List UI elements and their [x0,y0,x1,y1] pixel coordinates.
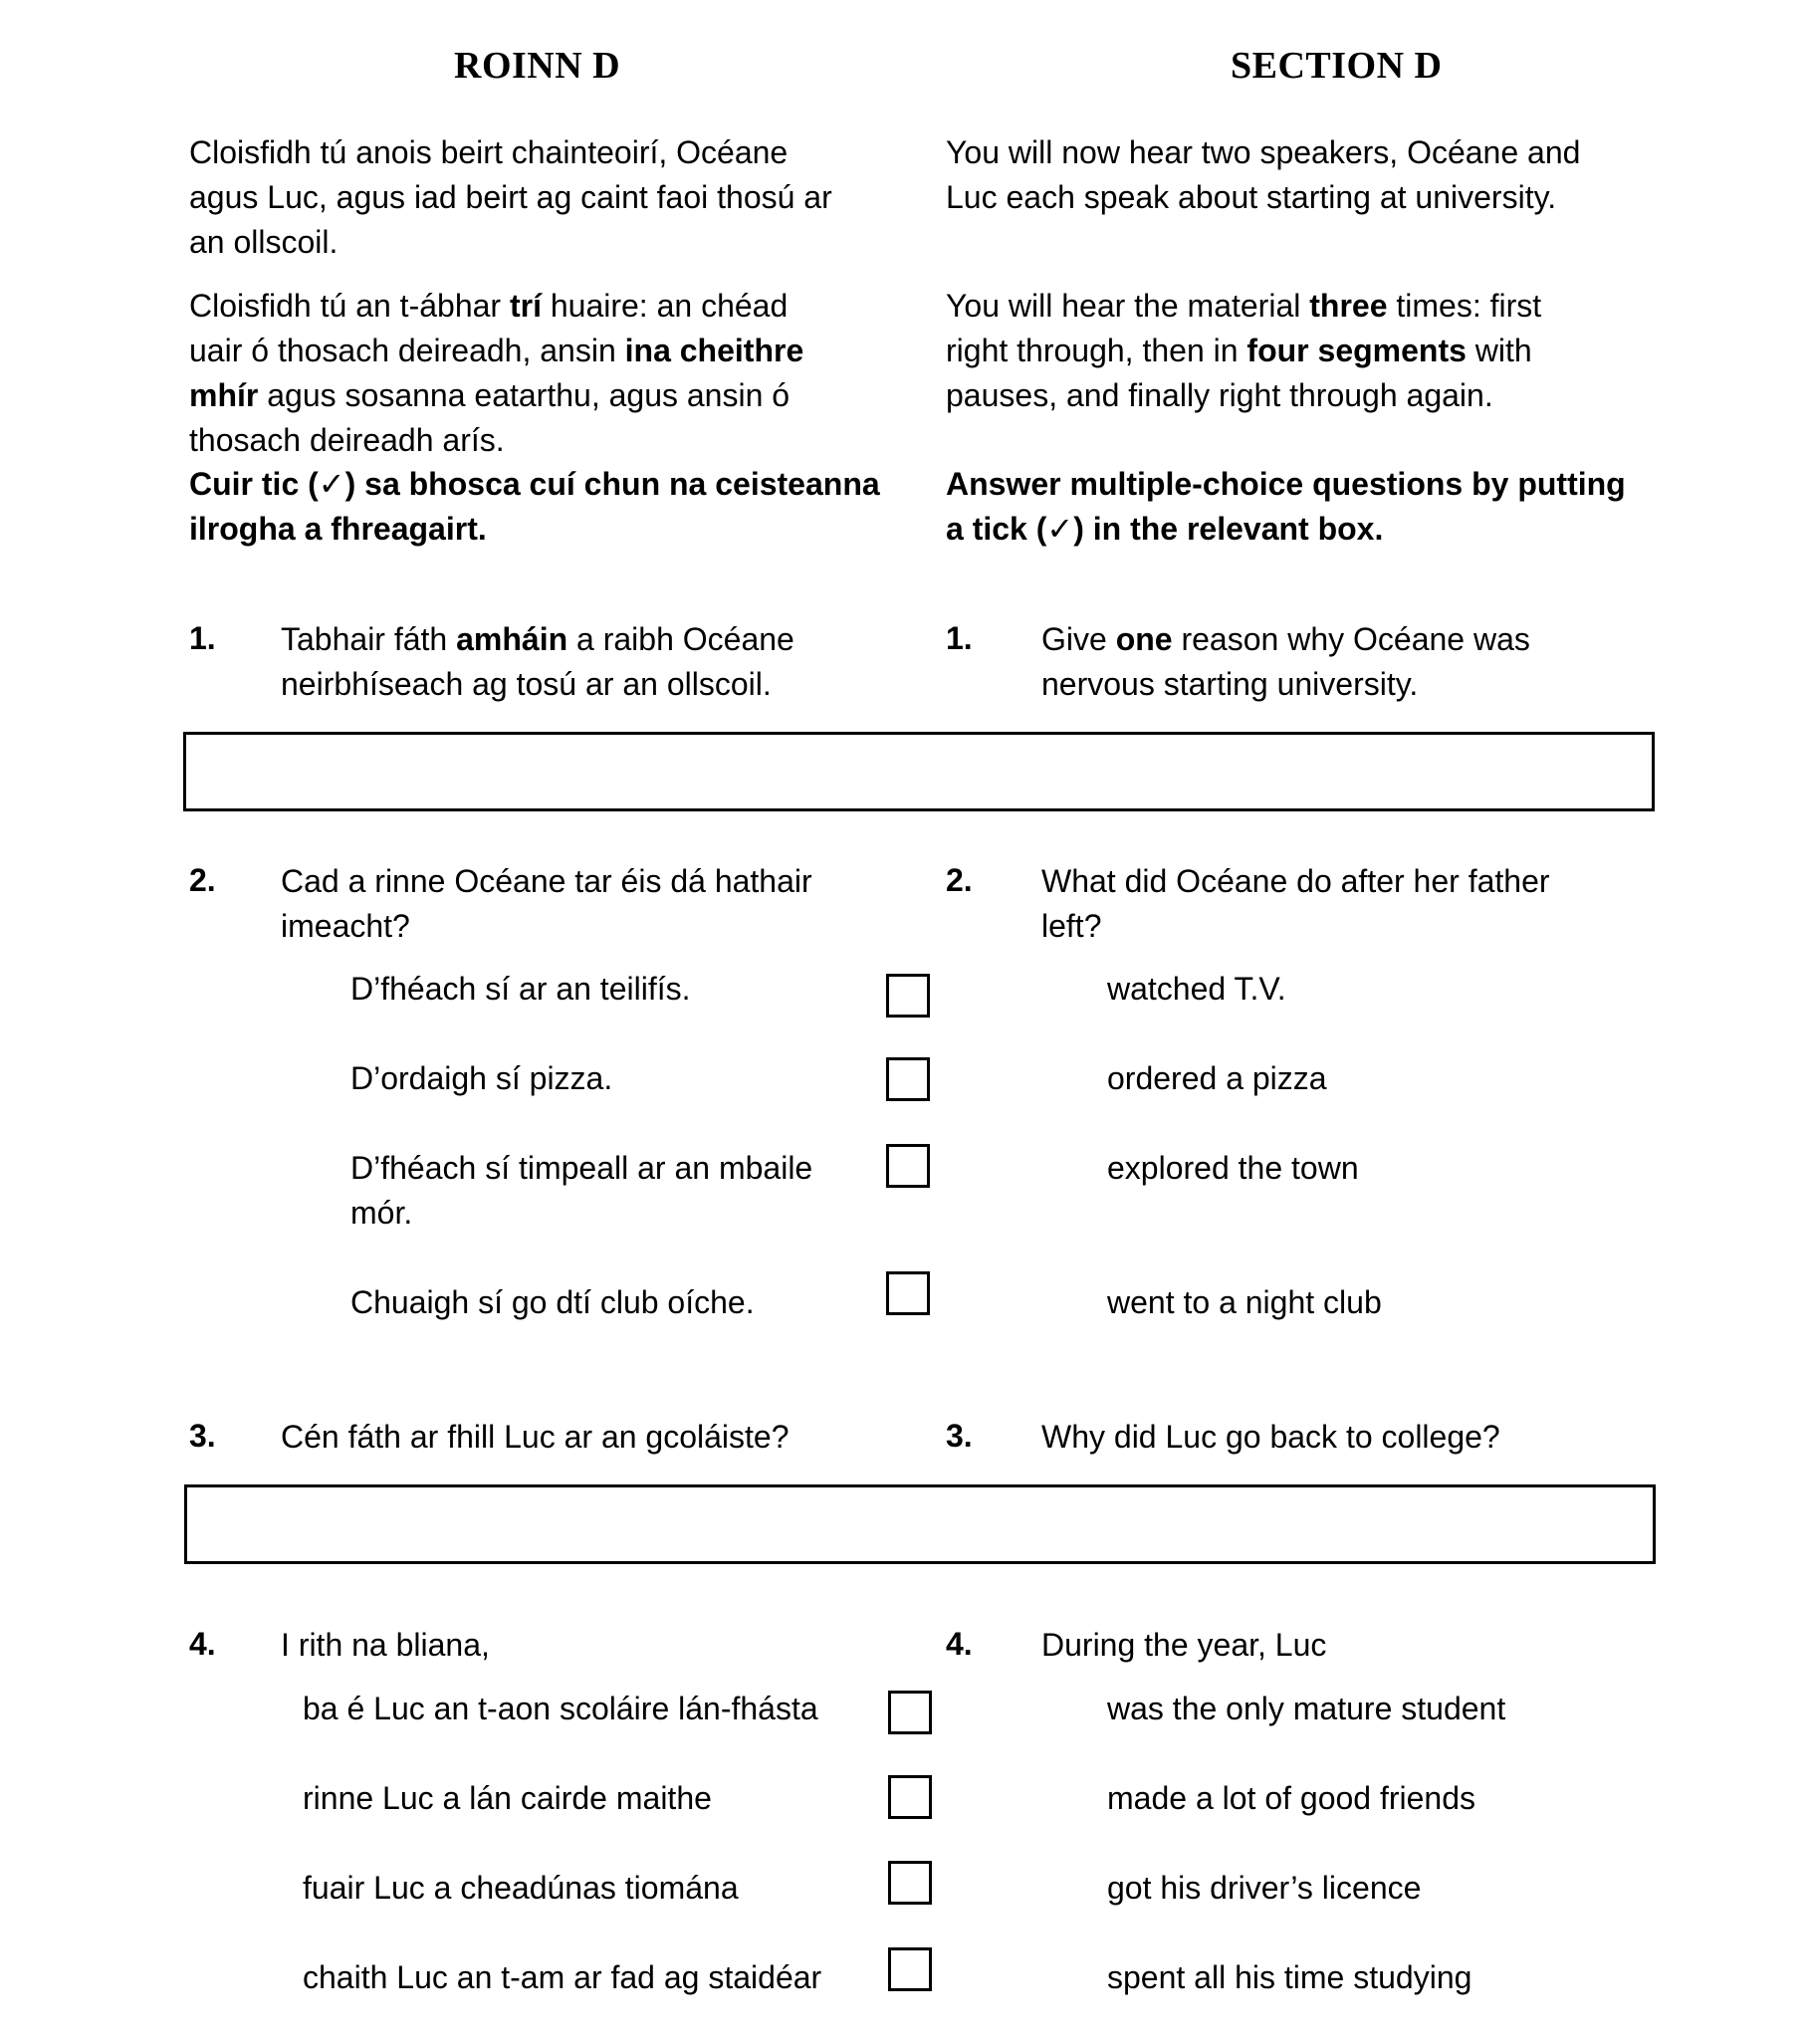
question-2-option-2-checkbox[interactable] [886,1057,930,1101]
question-2-option-2-english: ordered a pizza [1107,1060,1327,1096]
intro-english-paragraph-1: You will now hear two speakers, Océane and Luc each speak about starting at university. [946,134,1581,215]
question-2-option-3-irish: D’fhéach sí timpeall ar an mbaile mór. [350,1150,813,1231]
question-1-number-english: 1. [946,620,973,656]
question-2-option-4-checkbox[interactable] [886,1271,930,1315]
question-2-option-1-english: watched T.V. [1107,971,1286,1007]
question-4-option-4-irish: chaith Luc an t-am ar fad ag staidéar [303,1959,822,1995]
question-2-text-irish: Cad a rinne Océane tar éis dá hathair imeacht? [281,863,812,944]
question-2-option-3-english: explored the town [1107,1150,1359,1186]
question-4-option-1-irish: ba é Luc an t-aon scoláire lán-fhásta [303,1691,818,1726]
question-4-option-4-checkbox[interactable] [888,1947,932,1991]
question-4-number-irish: 4. [189,1626,216,1662]
question-1-number-irish: 1. [189,620,216,656]
question-4-number-english: 4. [946,1626,973,1662]
question-2-option-1-checkbox[interactable] [886,974,930,1018]
question-3-number-english: 3. [946,1418,973,1454]
question-4-option-3-checkbox[interactable] [888,1861,932,1905]
section-heading-irish: ROINN D [454,45,621,87]
question-2-option-2-irish: D’ordaigh sí pizza. [350,1060,613,1096]
question-2-text-english: What did Océane do after her father left? [1041,863,1550,944]
question-4-option-2-checkbox[interactable] [888,1775,932,1819]
question-4-option-2-irish: rinne Luc a lán cairde maithe [303,1780,712,1816]
question-4-text-english: During the year, Luc [1041,1627,1327,1663]
intro-english-paragraph-2: You will hear the material three times: first right through, then in four segments with pauses, and finally right through again. [946,288,1542,413]
question-1-text-irish: Tabhair fáth amháin a raibh Océane neirbhíseach ag tosú ar an ollscoil. [281,621,794,702]
question-3-text-irish: Cén fáth ar fhill Luc ar an gcoláiste? [281,1419,790,1455]
question-4-option-1-checkbox[interactable] [888,1691,932,1734]
question-2-option-4-english: went to a night club [1107,1284,1382,1320]
question-2-option-4-irish: Chuaigh sí go dtí club oíche. [350,1284,755,1320]
intro-irish-paragraph-2: Cloisfidh tú an t-ábhar trí huaire: an chéad uair ó thosach deireadh, ansin ina cheithre mhír agus sosanna eatarthu, agus ansin ó thosach deireadh arís. [189,288,804,458]
question-3-number-irish: 3. [189,1418,216,1454]
question-4-option-3-irish: fuair Luc a cheadúnas tiomána [303,1870,739,1906]
question-1-text-english: Give one reason why Océane was nervous starting university. [1041,621,1530,702]
question-4-option-1-english: was the only mature student [1107,1691,1506,1726]
question-3-answer-box[interactable] [184,1484,1656,1564]
question-4-option-2-english: made a lot of good friends [1107,1780,1476,1816]
section-heading-english: SECTION D [1231,45,1443,87]
question-1-answer-box[interactable] [183,732,1655,811]
question-4-text-irish: I rith na bliana, [281,1627,490,1663]
question-2-option-1-irish: D’fhéach sí ar an teilifís. [350,971,691,1007]
question-4-option-4-english: spent all his time studying [1107,1959,1472,1995]
instruction-irish: Cuir tic (✓) sa bhosca cuí chun na ceisteanna ilrogha a fhreagairt. [189,466,880,547]
question-2-option-3-checkbox[interactable] [886,1144,930,1188]
instruction-english: Answer multiple-choice questions by putting a tick (✓) in the relevant box. [946,466,1626,547]
question-2-number-english: 2. [946,862,973,898]
question-3-text-english: Why did Luc go back to college? [1041,1419,1500,1455]
question-4-option-3-english: got his driver’s licence [1107,1870,1422,1906]
intro-irish-paragraph-1: Cloisfidh tú anois beirt chainteoirí, Océane agus Luc, agus iad beirt ag caint faoi thosú ar an ollscoil. [189,134,832,260]
question-2-number-irish: 2. [189,862,216,898]
